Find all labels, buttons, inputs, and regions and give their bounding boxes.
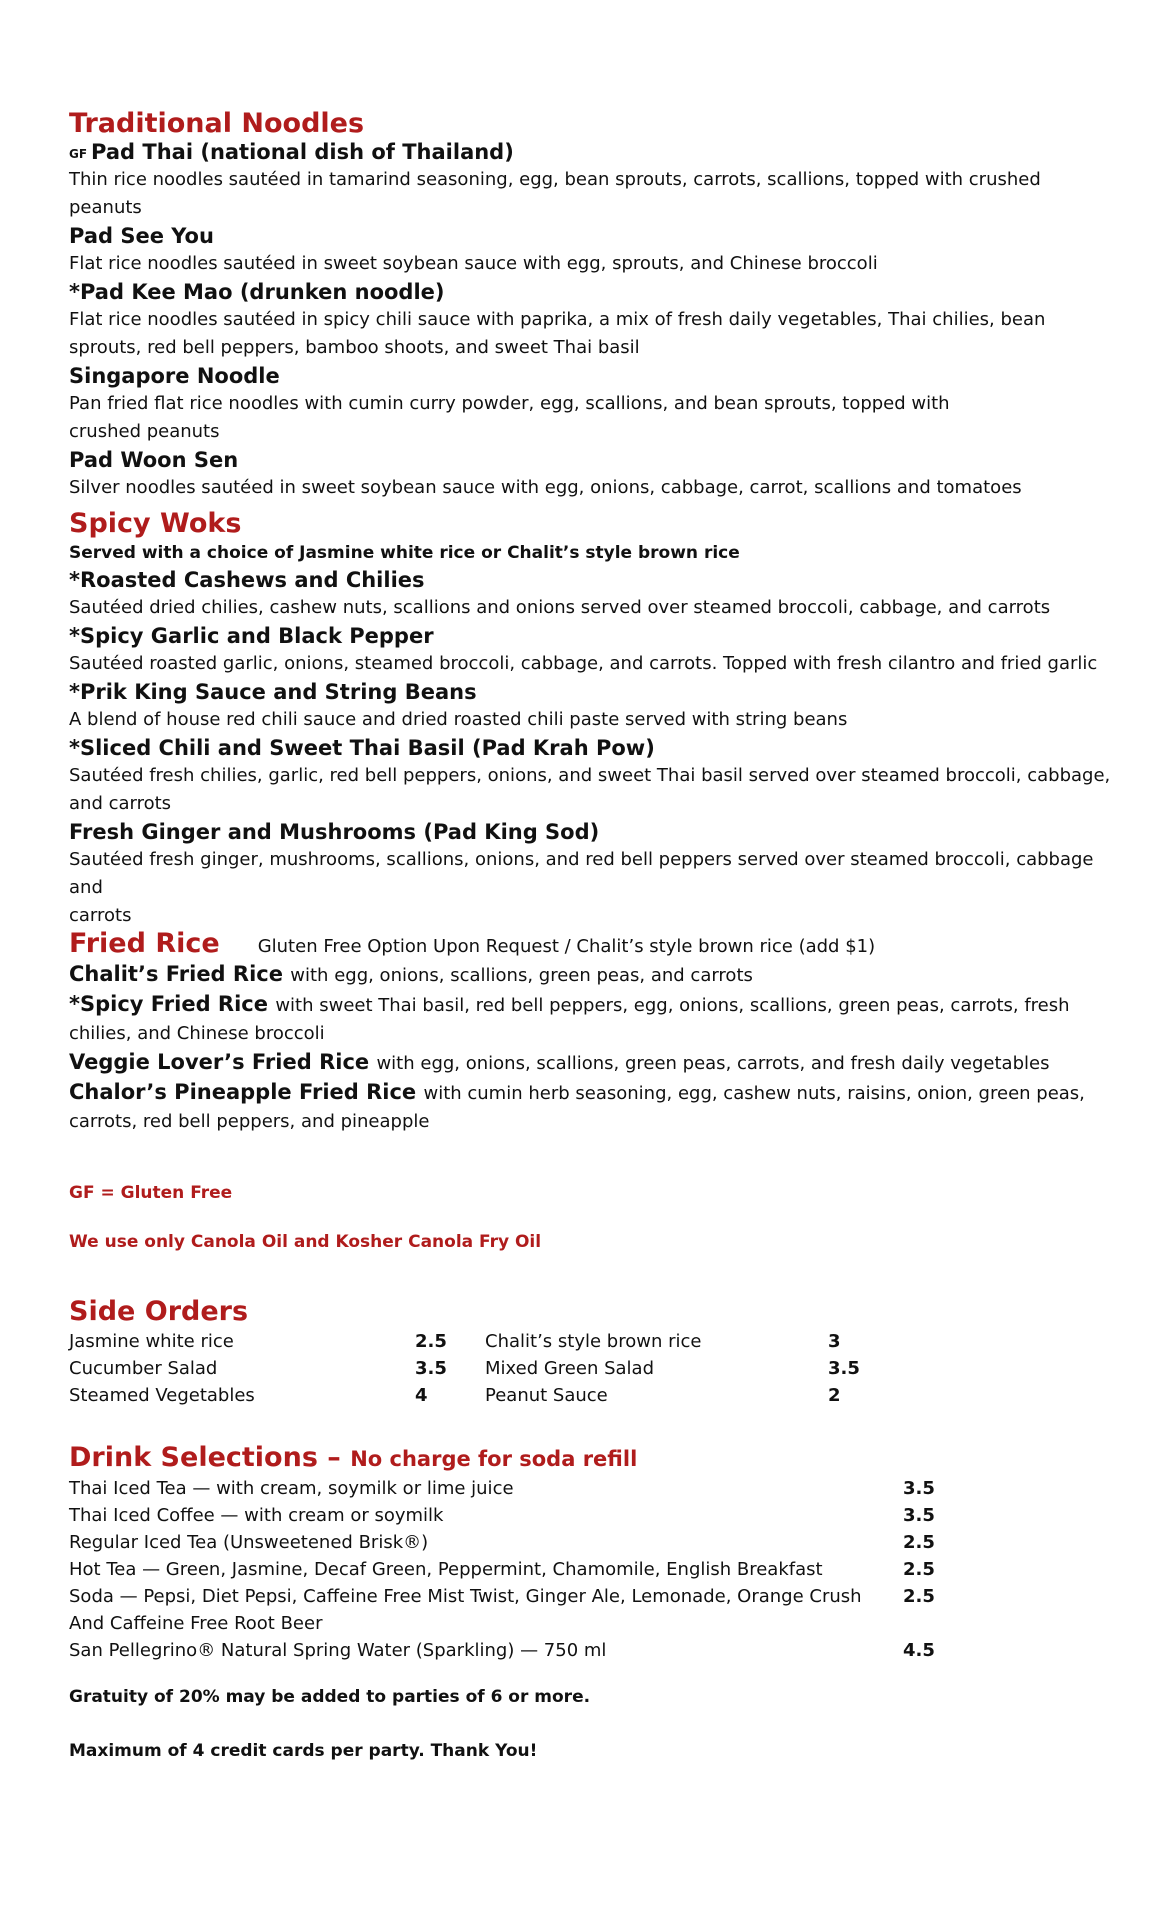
drink-price: 2.5 [903, 1559, 935, 1580]
side-name: Steamed Vegetables [69, 1385, 255, 1406]
drink-price: 3.5 [903, 1505, 935, 1526]
section-title-fried-rice: Fried Rice [69, 928, 220, 959]
item-name: *Roasted Cashews and Chilies [69, 568, 425, 592]
side-name: Chalit’s style brown rice [485, 1331, 702, 1352]
item-name: Pad Thai (national dish of Thailand) [91, 140, 514, 164]
table-row [69, 1382, 1069, 1409]
list-item [69, 1556, 1119, 1583]
drink-name-cont: And Caffeine Free Root Beer [69, 1613, 323, 1634]
item-name: Chalit’s Fried Rice [69, 962, 283, 986]
fried-rice-options: Gluten Free Option Upon Request / Chalit’s style brown rice (add $1) [257, 936, 876, 957]
list-item [69, 1637, 1119, 1664]
side-price: 3.5 [828, 1358, 860, 1379]
menu-item [69, 362, 1119, 446]
side-name: Peanut Sauce [485, 1385, 608, 1406]
drinks-section [69, 1442, 1119, 1664]
menu-item [69, 678, 1119, 734]
item-description: Thin rice noodles sautéed in tamarind seasoning, egg, bean sprouts, carrots, scallions, topped with crushed peanuts [69, 169, 1041, 218]
side-price: 2 [828, 1385, 841, 1406]
traditional-noodles-section [69, 108, 1119, 502]
item-description: Sautéed fresh chilies, garlic, red bell peppers, onions, and sweet Thai basil served over steamed broccoli, cabbage, [69, 765, 1111, 786]
drink-price: 2.5 [903, 1586, 935, 1607]
drink-price: 3.5 [903, 1478, 935, 1499]
section-title-sides: Side Orders [69, 1296, 249, 1327]
item-description: Silver noodles sautéed in sweet soybean sauce with egg, onions, cabbage, carrot, scallions and tomatoes [69, 477, 1022, 498]
menu-item [69, 1078, 1119, 1136]
item-description: Sautéed fresh ginger, mushrooms, scallions, onions, and red bell peppers served over steamed broccoli, cabbage and [69, 849, 1094, 898]
item-description: Sautéed roasted garlic, onions, steamed broccoli, cabbage, and carrots. Topped with fresh cilantro and fried garlic [69, 653, 1098, 674]
drinks-title: Drink Selections – [69, 1442, 341, 1473]
item-name: Veggie Lover’s Fried Rice [69, 1050, 370, 1074]
item-description-cont: and carrots [69, 793, 172, 814]
item-description: Sautéed dried chilies, cashew nuts, scallions and onions served over steamed broccoli, cabbage, and carrots [69, 597, 1051, 618]
menu-item [69, 960, 1119, 990]
drink-price: 2.5 [903, 1532, 935, 1553]
item-name: *Spicy Fried Rice [69, 992, 268, 1016]
drink-name: Soda — Pepsi, Diet Pepsi, Caffeine Free Mist Twist, Ginger Ale, Lemonade, Orange Crush [69, 1586, 862, 1607]
menu-item [69, 734, 1119, 818]
item-description-cont: carrots, red bell peppers, and pineapple [69, 1111, 430, 1132]
drink-name: Thai Iced Tea — with cream, soymilk or lime juice [69, 1478, 514, 1499]
item-name: *Pad Kee Mao (drunken noodle) [69, 280, 445, 304]
list-item [69, 1583, 1119, 1610]
fried-rice-section [69, 928, 1119, 1136]
side-name: Cucumber Salad [69, 1358, 218, 1379]
drink-name: Regular Iced Tea (Unsweetened Brisk®) [69, 1532, 429, 1553]
section-title-woks: Spicy Woks [69, 508, 242, 539]
item-description: Pan fried flat rice noodles with cumin curry powder, egg, scallions, and bean sprouts, topped with [69, 393, 950, 414]
gratuity-note: Gratuity of 20% may be added to parties of 6 or more. [69, 1687, 591, 1707]
side-name: Mixed Green Salad [485, 1358, 654, 1379]
list-item [69, 1475, 1119, 1502]
side-price: 4 [415, 1385, 428, 1406]
fried-rice-header [69, 928, 1119, 960]
item-description: with egg, onions, scallions, green peas, carrots, and fresh daily vegetables [376, 1053, 1050, 1074]
item-name: Pad See You [69, 224, 214, 248]
side-price: 3 [828, 1331, 841, 1352]
drink-name: Thai Iced Coffee — with cream or soymilk [69, 1505, 444, 1526]
item-description: with egg, onions, scallions, green peas, and carrots [290, 965, 753, 986]
item-description: with sweet Thai basil, red bell peppers, egg, onions, scallions, green peas, carrots, fresh [275, 995, 1070, 1016]
menu-item [69, 138, 1119, 222]
drink-price: 4.5 [903, 1640, 935, 1661]
item-description-cont: chilies, and Chinese broccoli [69, 1023, 325, 1044]
menu-item [69, 566, 1119, 622]
menu-item [69, 222, 1119, 278]
item-description: A blend of house red chili sauce and dried roasted chili paste served with string beans [69, 709, 848, 730]
gluten-free-badge: GF [69, 147, 88, 161]
side-price: 2.5 [415, 1331, 447, 1352]
menu-item [69, 818, 1119, 930]
list-item-cont [69, 1610, 1119, 1637]
spicy-woks-section [69, 508, 1119, 930]
item-name: *Sliced Chili and Sweet Thai Basil (Pad Krah Pow) [69, 736, 655, 760]
list-item [69, 1529, 1119, 1556]
item-name: Fresh Ginger and Mushrooms (Pad King Sod) [69, 820, 600, 844]
item-description-cont: crushed peanuts [69, 421, 220, 442]
side-name: Jasmine white rice [69, 1331, 234, 1352]
menu-item [69, 446, 1119, 502]
side-price: 3.5 [415, 1358, 447, 1379]
list-item [69, 1502, 1119, 1529]
table-row [69, 1355, 1069, 1382]
menu-item [69, 622, 1119, 678]
section-title-drinks [69, 1442, 1119, 1475]
item-name: *Prik King Sauce and String Beans [69, 680, 477, 704]
item-name: Pad Woon Sen [69, 448, 239, 472]
item-description-cont: carrots [69, 905, 132, 926]
drink-name: San Pellegrino® Natural Spring Water (Sparkling) — 750 ml [69, 1640, 607, 1661]
side-orders-table [69, 1328, 1119, 1412]
menu-item [69, 1048, 1119, 1078]
item-name: Singapore Noodle [69, 364, 280, 388]
section-title-noodles: Traditional Noodles [69, 108, 365, 139]
table-row [69, 1328, 1069, 1355]
item-description: Flat rice noodles sautéed in spicy chili sauce with paprika, a mix of fresh daily vegetables, Thai chilies, bean [69, 309, 1046, 330]
menu-item [69, 990, 1119, 1048]
item-name: Chalor’s Pineapple Fried Rice [69, 1080, 417, 1104]
item-description: with cumin herb seasoning, egg, cashew nuts, raisins, onion, green peas, [423, 1083, 1085, 1104]
drinks-subtitle: No charge for soda refill [350, 1447, 638, 1471]
gluten-free-note: GF = Gluten Free [69, 1183, 233, 1203]
section-subtitle: Served with a choice of Jasmine white rice or Chalit’s style brown rice [69, 543, 740, 563]
side-orders-section [69, 1296, 1119, 1412]
item-description: Flat rice noodles sautéed in sweet soybean sauce with egg, sprouts, and Chinese broccoli [69, 253, 878, 274]
oil-note: We use only Canola Oil and Kosher Canola Fry Oil [69, 1232, 542, 1252]
credit-card-note: Maximum of 4 credit cards per party. Thank You! [69, 1741, 538, 1761]
drink-name: Hot Tea — Green, Jasmine, Decaf Green, Peppermint, Chamomile, English Breakfast [69, 1559, 823, 1580]
menu-item [69, 278, 1119, 362]
item-name: *Spicy Garlic and Black Pepper [69, 624, 434, 648]
item-description-cont: sprouts, red bell peppers, bamboo shoots, and sweet Thai basil [69, 337, 640, 358]
